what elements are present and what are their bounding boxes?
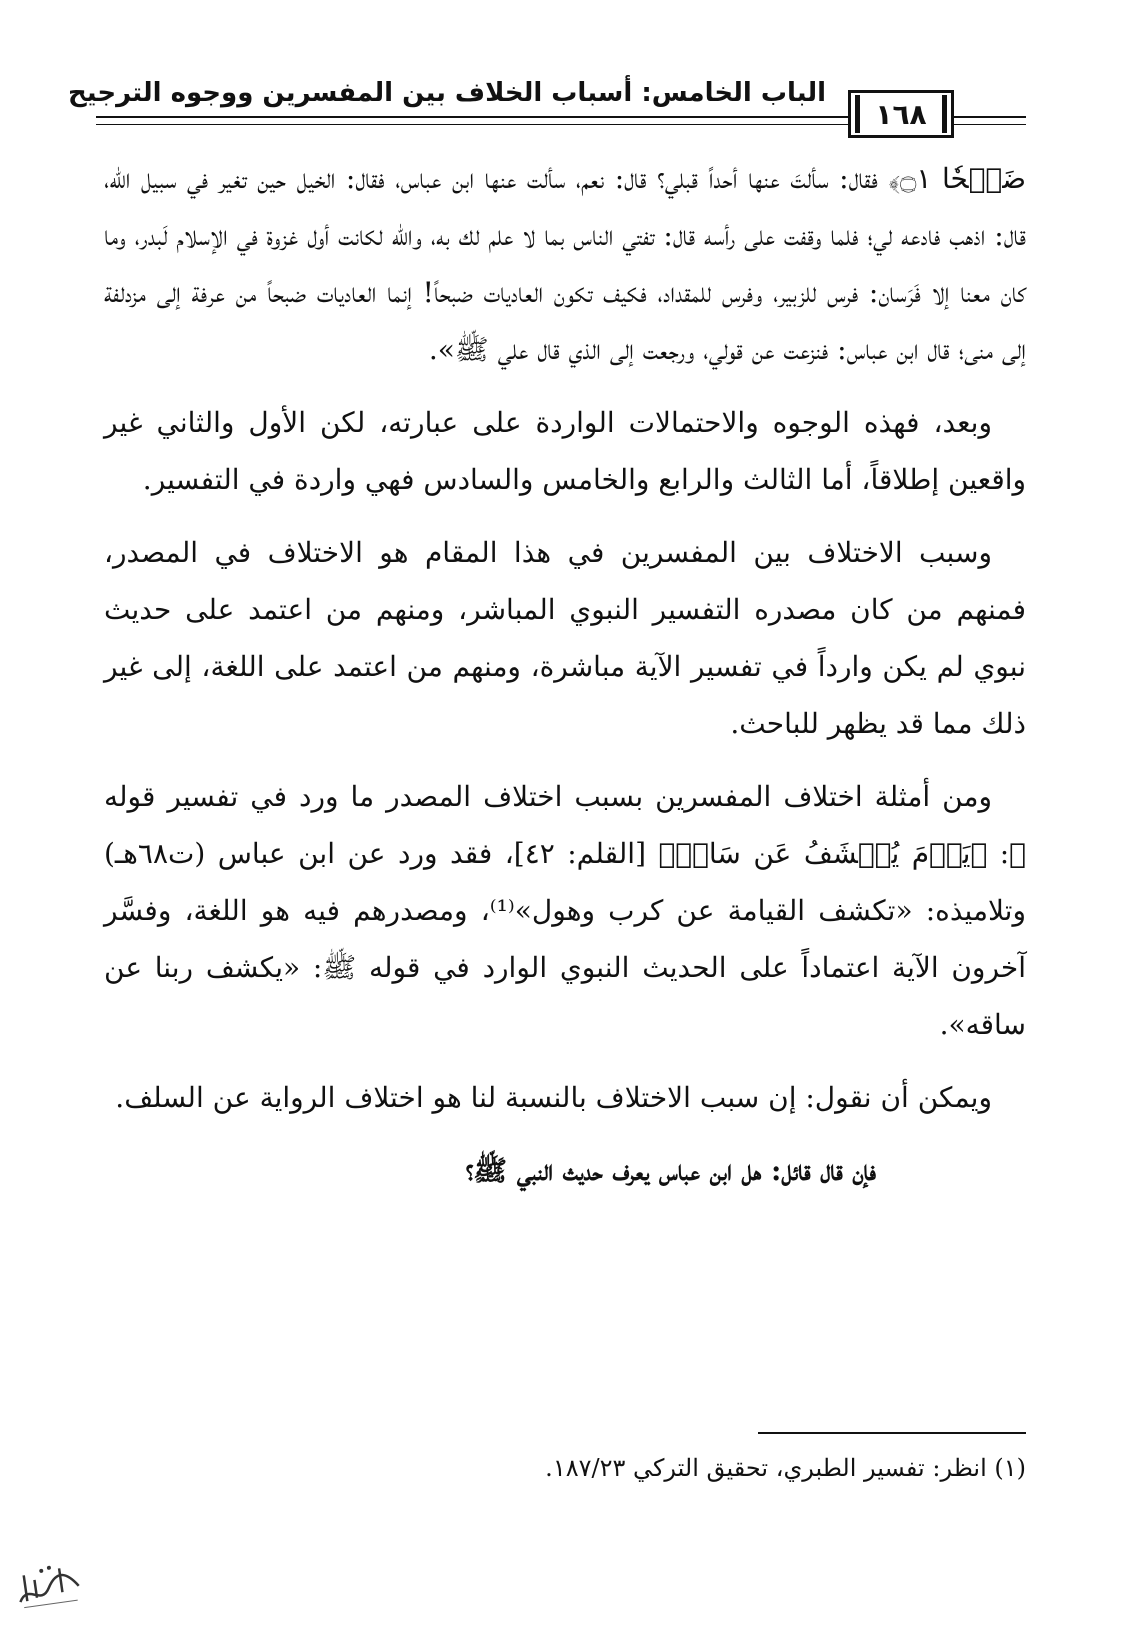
footnote-separator bbox=[758, 1432, 1026, 1434]
paragraph-question: فإن قال قائل: هل ابن عباس يعرف حديث النبي ﷺ؟ bbox=[465, 1154, 876, 1187]
page-body bbox=[104, 150, 1026, 1215]
paragraph: وبعد، فهذه الوجوه والاحتمالات الواردة على عبارته، لكن الأول والثاني غير واقعين إطلاقاً، أما الثالث والرابع والخامس والسادس فهي واردة في التفسير. bbox=[104, 406, 1026, 496]
publisher-logo bbox=[10, 1555, 88, 1624]
paragraph: ويمكن أن نقول: إن سبب الاختلاف بالنسبة لنا هو اختلاف الرواية عن السلف. bbox=[115, 1081, 992, 1114]
paragraph-continuation: ضَبۡحٗا ۝١﴾ فقال: سألتَ عنها أحداً قبلي؟ قال: نعم، سألت عنها ابن عباس، فقال: الخيل حين تغير في سبيل الله، قال: اذهب فادعه لي؛ فلما وقفت على رأسه قال: تفتي الناس بما لا علم لك به، والله لكانت أول غزوة في الإسلام لَبدر، وما كان معنا إلا فَرَسان: فرس للزبير، وفرس للمقداد، فكيف تكون العاديات ضبحاً! إنما العاديات ضبحاً من عرفة إلى مزدلفة إلى منى؛ قال ابن عباس: فنزعت عن قولي، ورجعت إلى الذي قال علي ﷺ». bbox=[104, 162, 1026, 366]
page-number: ١٦٨ bbox=[848, 90, 954, 138]
footnote: (١) انظر: تفسير الطبري، تحقيق التركي ١٨٧/٢٣. bbox=[545, 1454, 1026, 1482]
paragraph: وسبب الاختلاف بين المفسرين في هذا المقام هو الاختلاف في المصدر، فمنهم من كان مصدره التفسير النبوي المباشر، ومنهم من اعتمد على حديث نبوي لم يكن وارداً في تفسير الآية مباشرة، ومنهم من اعتمد على اللغة، إلى غير ذلك مما قد يظهر للباحث. bbox=[104, 536, 1027, 740]
running-header bbox=[68, 74, 1026, 131]
paragraph: ومن أمثلة اختلاف المفسرين بسبب اختلاف المصدر ما ورد في تفسير قوله ﷻ: ﴿يَوۡمَ يُكۡشَفُ عَن سَاقٖ﴾ [القلم: ٤٢]، فقد ورد عن ابن عباس (ت٦٨هـ) وتلاميذه: «تكشف القيامة عن كرب وهول»⁽¹⁾، ومصدرهم فيه هو اللغة، وفسَّر آخرون الآية اعتماداً على الحديث النبوي الوارد في قوله ﷺ: «يكشف ربنا عن ساقه». bbox=[104, 780, 1026, 1041]
chapter-title: الباب الخامس: أسباب الخلاف بين المفسرين ووجوه الترجيح bbox=[68, 78, 826, 108]
publisher-logo-icon bbox=[10, 1555, 86, 1614]
